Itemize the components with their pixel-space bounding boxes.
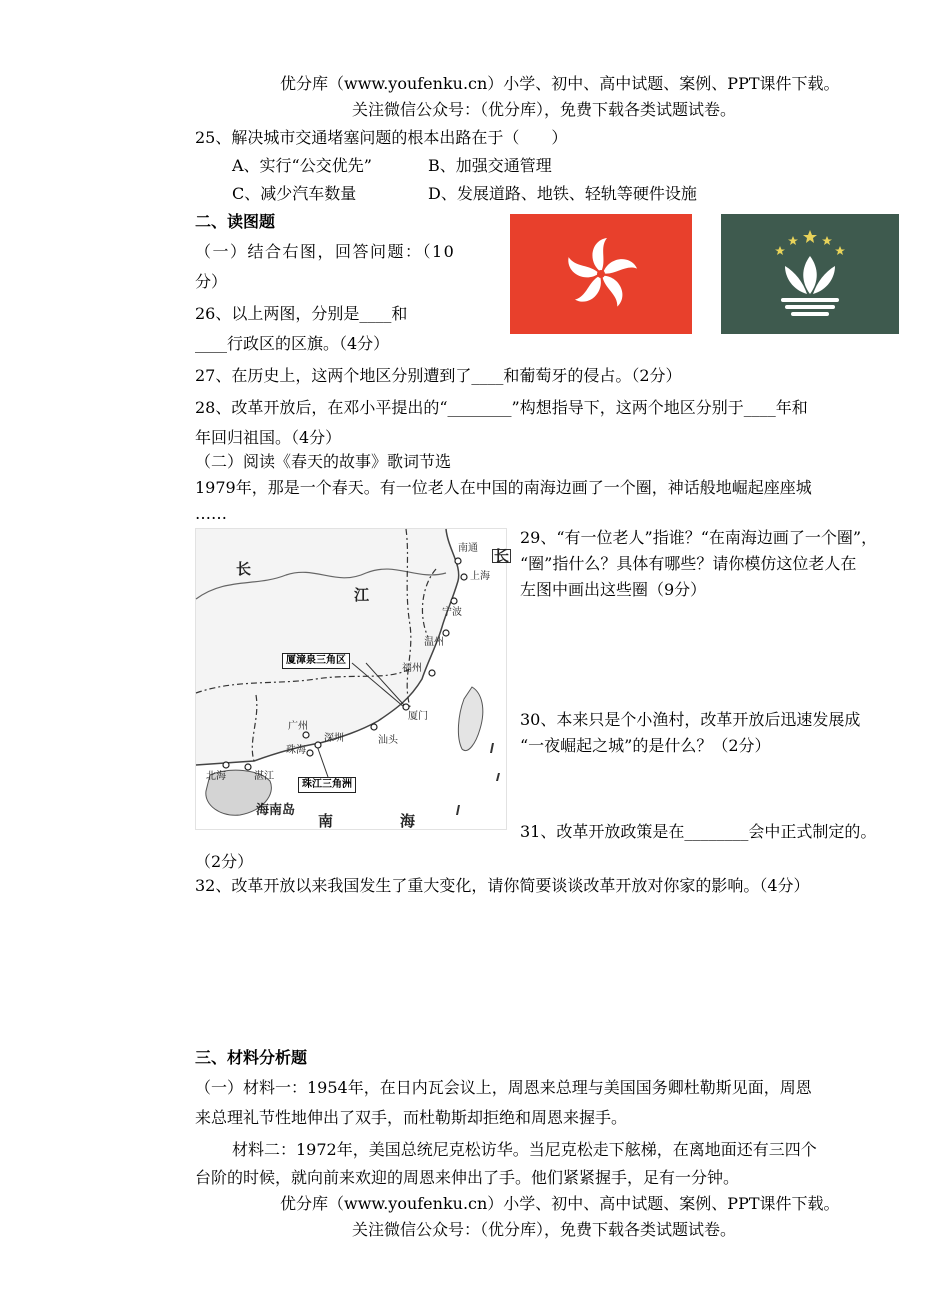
lyric-line-1: 1979年，那是一个春天。有一位老人在中国的南海边画了一个圈，神话般地崛起座座城 <box>195 478 812 497</box>
q25-stem: 25、解决城市交通堵塞问题的根本出路在于（ ） <box>195 128 568 147</box>
material-2-line-2: 台阶的时候，就向前来欢迎的周恩来伸出了手。他们紧紧握手，足有一分钟。 <box>195 1168 740 1187</box>
map-city-zhanjiang: 湛江 <box>254 771 274 782</box>
map-city-shenzhen: 深圳 <box>324 733 344 744</box>
q31-line-2: （2分） <box>195 852 254 871</box>
q25-option-b: B、加强交通管理 <box>428 156 552 175</box>
map-city-shantou: 汕头 <box>378 735 398 746</box>
q32: 32、改革开放以来我国发生了重大变化，请你简要谈谈改革开放对你家的影响。（4分） <box>195 876 810 895</box>
q26-line-1: 26、以上两图，分别是____和 <box>195 304 408 323</box>
map-river-char-1: 长 <box>236 560 252 578</box>
q27: 27、在历史上，这两个地区分别遭到了____和葡萄牙的侵占。（2分） <box>195 366 682 385</box>
part1-intro-l1: （一）结合右图，回答问题：（10 <box>195 242 456 261</box>
hong-kong-flag <box>510 214 692 334</box>
q28-line-2: 年回归祖国。（4分） <box>195 428 342 447</box>
q29-line-1: 29、“有一位老人”指谁？“在南海边画了一个圈”， <box>520 528 878 547</box>
q25-option-d: D、发展道路、地铁、轻轨等硬件设施 <box>428 184 697 203</box>
q29-line-3: 左图中画出这些圈（9分） <box>520 580 707 599</box>
q25-option-c: C、减少汽车数量 <box>232 184 357 203</box>
footer-line-1: 优分库（www.youfenku.cn）小学、初中、高中试题、案例、PPT课件下载。 <box>280 1194 840 1213</box>
map-sea-char-1: 南 <box>318 812 334 830</box>
map-city-xiamen: 厦门 <box>408 711 428 722</box>
section-2-title: 二、读图题 <box>195 212 276 231</box>
macau-flag <box>721 214 899 334</box>
map-box-pearl-river-delta: 珠江三角洲 <box>298 777 356 793</box>
bauhinia-flower-icon <box>510 214 692 334</box>
q30-line-2: “一夜崛起之城”的是什么？（2分） <box>520 736 771 755</box>
material-1-line-2: 来总理礼节性地伸出了双手，而杜勒斯却拒绝和周恩来握手。 <box>195 1108 628 1127</box>
material-1-line-1: （一）材料一：1954年，在日内瓦会议上，周恩来总理与美国国务卿杜勒斯见面，周恩 <box>195 1078 812 1097</box>
part1-intro-l2: 分） <box>195 272 228 291</box>
map-city-wenzhou: 温州 <box>424 637 444 648</box>
header-line-2: 关注微信公众号：（优分库），免费下载各类试题试卷。 <box>352 100 737 119</box>
map-city-nantong: 南通 <box>458 543 478 554</box>
map-sea-char-2: 海 <box>400 812 416 830</box>
map-city-shanghai: 上海 <box>470 571 490 582</box>
map-corner-label: 长 <box>494 547 510 565</box>
southeast-coast-map <box>195 528 510 830</box>
q29-line-2: “圈”指什么？具体有哪些？请你模仿这位老人在 <box>520 554 857 573</box>
lotus-flower-icon <box>721 214 899 334</box>
q25-option-a: A、实行“公交优先” <box>232 156 372 175</box>
q26-line-2: ____行政区的区旗。（4分） <box>195 334 390 353</box>
q30-line-1: 30、本来只是个小渔村，改革开放后迅速发展成 <box>520 710 861 729</box>
footer-line-2: 关注微信公众号：（优分库），免费下载各类试题试卷。 <box>352 1220 737 1239</box>
map-hainan-island: 海南岛 <box>256 803 296 818</box>
map-city-ningbo: 宁波 <box>442 607 462 618</box>
map-city-beihai: 北海 <box>206 771 226 782</box>
material-2-line-1: 材料二：1972年，美国总统尼克松访华。当尼克松走下舷梯，在离地面还有三四个 <box>232 1140 817 1159</box>
map-city-guangzhou: 广州 <box>288 721 308 732</box>
header-line-1: 优分库（www.youfenku.cn）小学、初中、高中试题、案例、PPT课件下载。 <box>280 74 840 93</box>
map-city-zhuhai: 珠海 <box>286 745 306 756</box>
lyric-line-2: …… <box>195 504 227 523</box>
map-river-char-2: 江 <box>354 586 370 604</box>
section-3-title: 三、材料分析题 <box>195 1048 308 1067</box>
map-box-minnan-triangle: 厦漳泉三角区 <box>282 653 350 669</box>
part2-title: （二）阅读《春天的故事》歌词节选 <box>195 452 452 471</box>
map-city-fuzhou: 福州 <box>402 663 422 674</box>
q28-line-1: 28、改革开放后，在邓小平提出的“________”构想指导下，这两个地区分别于____年和 <box>195 398 808 417</box>
q31-line-1: 31、改革开放政策是在________会中正式制定的。 <box>520 822 877 841</box>
